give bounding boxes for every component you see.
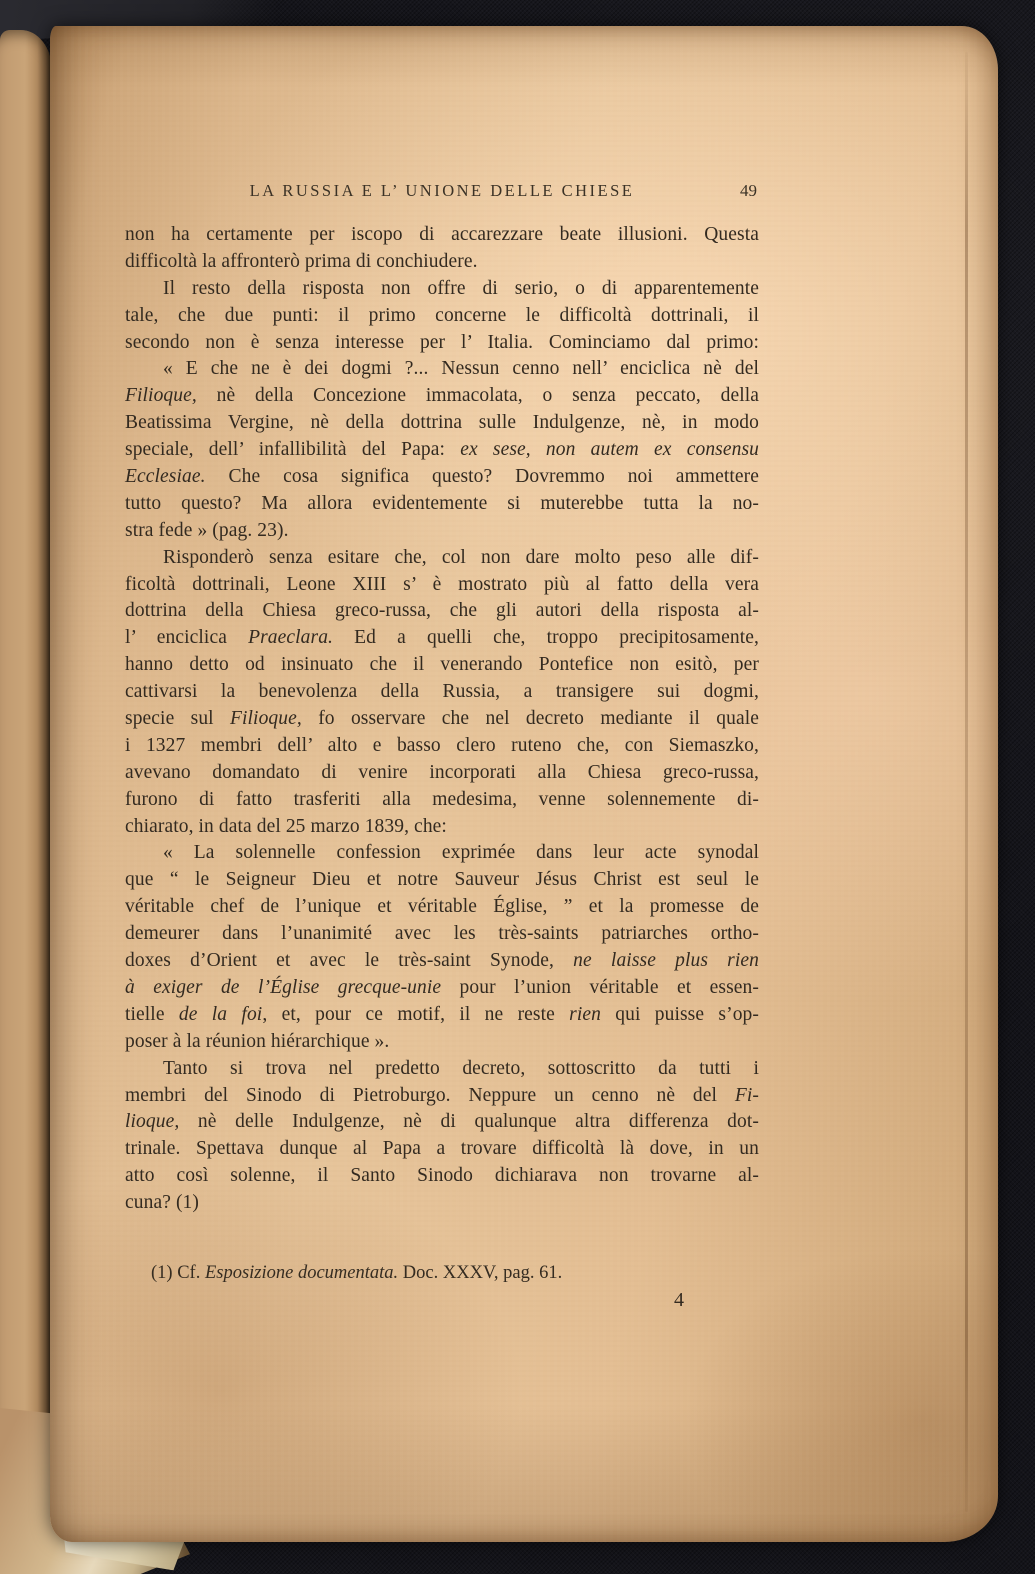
body-line [125, 356, 759, 383]
footnote-marker-text: (1) Cf. [151, 1262, 205, 1283]
body-line [125, 383, 759, 410]
footnote-work-title: Esposizione documentata. [204, 1262, 399, 1283]
text-segment: tale, che due punti: il primo concerne le difficoltà dottrinali, il [125, 304, 759, 326]
body-line [125, 572, 759, 599]
italic-text-segment: Praeclara. [248, 627, 334, 649]
text-segment: stra fede » (pag. 23). [125, 519, 289, 541]
body-line [125, 948, 759, 975]
body-line [125, 679, 759, 706]
body-line [125, 1029, 759, 1056]
body-line [125, 1190, 759, 1217]
body-line [125, 545, 759, 572]
body-line [125, 760, 759, 787]
gathering-signature-number: 4 [674, 1289, 684, 1311]
text-segment: nè delle Indulgenze, nè di qualunque altra differenza dot- [179, 1111, 759, 1133]
body-line [125, 867, 759, 894]
body-line [125, 652, 759, 679]
text-segment: trinale. Spettava dunque al Papa a trovare difficoltà là dove, in un [125, 1138, 759, 1160]
text-segment: atto così solenne, il Santo Sinodo dichiarava non trovarne al- [125, 1165, 759, 1187]
body-line [125, 975, 759, 1002]
body-line [125, 518, 759, 545]
text-segment: ficoltà dottrinali, Leone XIII s’ è mostrato più al fatto della vera [125, 573, 759, 595]
running-head-title: LA RUSSIA E L’ UNIONE DELLE CHIESE [249, 181, 635, 200]
body-line [125, 598, 759, 625]
text-segment: Beatissima Vergine, nè della dottrina sulle Indulgenze, nè, in modo [125, 412, 759, 434]
body-line [125, 303, 759, 330]
text-segment: tielle [125, 1003, 179, 1025]
text-segment: Ed a quelli che, troppo precipitosamente, [333, 627, 760, 649]
body-text [125, 222, 759, 1217]
text-segment: tutto questo? Ma allora evidentemente si muterebbe tutta la no- [125, 492, 759, 514]
text-segment: i 1327 membri dell’ alto e basso clero ruteno che, con Siemaszko, [125, 734, 759, 756]
text-segment: membri del Sinodo di Pietroburgo. Neppure un cenno nè del [125, 1084, 735, 1106]
italic-text-segment: lioque, [125, 1111, 180, 1133]
text-segment: dottrina della Chiesa greco-russa, che gli autori della risposta al- [125, 600, 759, 622]
italic-text-segment: Filioque, [230, 708, 302, 730]
text-segment: Tanto si trova nel predetto decreto, sottoscritto da tutti i [163, 1057, 759, 1079]
text-segment: nè della Concezione immacolata, o senza peccato, della [196, 385, 759, 407]
italic-text-segment: de la foi [178, 1003, 263, 1025]
body-line [125, 464, 759, 491]
text-segment: que “ le Seigneur Dieu et notre Sauveur Jésus Christ est seul le [125, 869, 759, 891]
body-line [125, 733, 759, 760]
text-segment: secondo non è senza interesse per l’ Italia. Cominciamo dal primo: [125, 331, 759, 353]
running-head [125, 181, 759, 203]
text-segment: chiarato, in data del 25 marzo 1839, che: [125, 815, 447, 837]
page-number: 49 [740, 181, 757, 200]
text-segment: demeurer dans l’unanimité avec les très-saints patriarches ortho- [125, 923, 759, 945]
book-page [50, 26, 998, 1542]
text-segment: « E che ne è dei dogmi ?... Nessun cenno nell’ enciclica nè del [163, 358, 759, 380]
page-text-block [125, 181, 759, 1284]
text-segment: cuna? (1) [125, 1192, 199, 1214]
text-segment: non ha certamente per iscopo di accarezzare beate illusioni. Questa [125, 224, 759, 245]
body-line [125, 706, 759, 733]
body-line [125, 491, 759, 518]
body-line [125, 1002, 759, 1029]
text-segment: doxes d’Orient et avec le très-saint Synode, [125, 950, 574, 972]
body-line [125, 276, 759, 303]
body-line [125, 894, 759, 921]
footnote [125, 1263, 759, 1284]
text-segment: furono di fatto trasferiti alla medesima, venne solennemente di- [125, 788, 759, 810]
text-segment: Il resto della risposta non offre di serio, o di apparentemente [163, 277, 759, 299]
text-segment: poser à la réunion hiérarchique ». [125, 1030, 390, 1052]
body-line [125, 814, 759, 841]
body-line [125, 1056, 759, 1083]
body-line [125, 249, 759, 276]
body-line [125, 1163, 759, 1190]
body-line [125, 787, 759, 814]
text-segment: hanno detto od insinuato che il venerando Pontefice non esitò, per [125, 654, 759, 676]
text-segment: véritable chef de l’unique et véritable Église, ” et la promesse de [125, 896, 759, 918]
body-line [125, 840, 759, 867]
text-segment: Risponderò senza esitare che, col non dare molto peso alle dif- [163, 546, 759, 568]
italic-text-segment: Fi- [734, 1084, 759, 1106]
italic-text-segment: ne laisse plus rien [573, 950, 759, 972]
text-segment: l’ enciclica [125, 627, 249, 649]
body-line [125, 330, 759, 357]
text-segment: difficoltà la affronterò prima di conchiudere. [125, 250, 478, 272]
text-segment: fo osservare che nel decreto mediante il quale [301, 708, 759, 730]
text-segment: avevano domandato di venire incorporati alla Chiesa greco-russa, [125, 761, 759, 783]
text-segment: qui puisse s’op- [600, 1003, 759, 1025]
body-line [125, 410, 759, 437]
facing-page-edge [0, 30, 52, 1468]
italic-text-segment: ex sese, non autem ex consensu [460, 439, 759, 461]
text-segment: Che cosa significa questo? Dovremmo noi ammettere [205, 466, 759, 488]
body-line [125, 1109, 759, 1136]
text-segment: pour l’union véritable et essen- [441, 976, 760, 998]
italic-text-segment: rien [569, 1003, 601, 1025]
text-segment: « La solennelle confession exprimée dans leur acte synodal [163, 842, 759, 864]
body-line [125, 1136, 759, 1163]
text-segment: specie sul [125, 708, 231, 730]
italic-text-segment: Filioque, [125, 385, 197, 407]
body-line [125, 625, 759, 652]
body-line [125, 1083, 759, 1110]
body-line [125, 222, 759, 249]
body-line [125, 437, 759, 464]
footnote-reference: Doc. XXXV, pag. 61. [398, 1262, 563, 1283]
italic-text-segment: Ecclesiae. [125, 466, 206, 488]
italic-text-segment: à exiger de l’Église grecque-unie [125, 976, 442, 998]
text-segment: cattivarsi la benevolenza della Russia, a transigere sui dogmi, [125, 681, 759, 703]
text-segment: speciale, dell’ infallibilità del Papa: [125, 439, 461, 461]
text-segment: , et, pour ce motif, il ne reste [262, 1003, 570, 1025]
body-line [125, 921, 759, 948]
